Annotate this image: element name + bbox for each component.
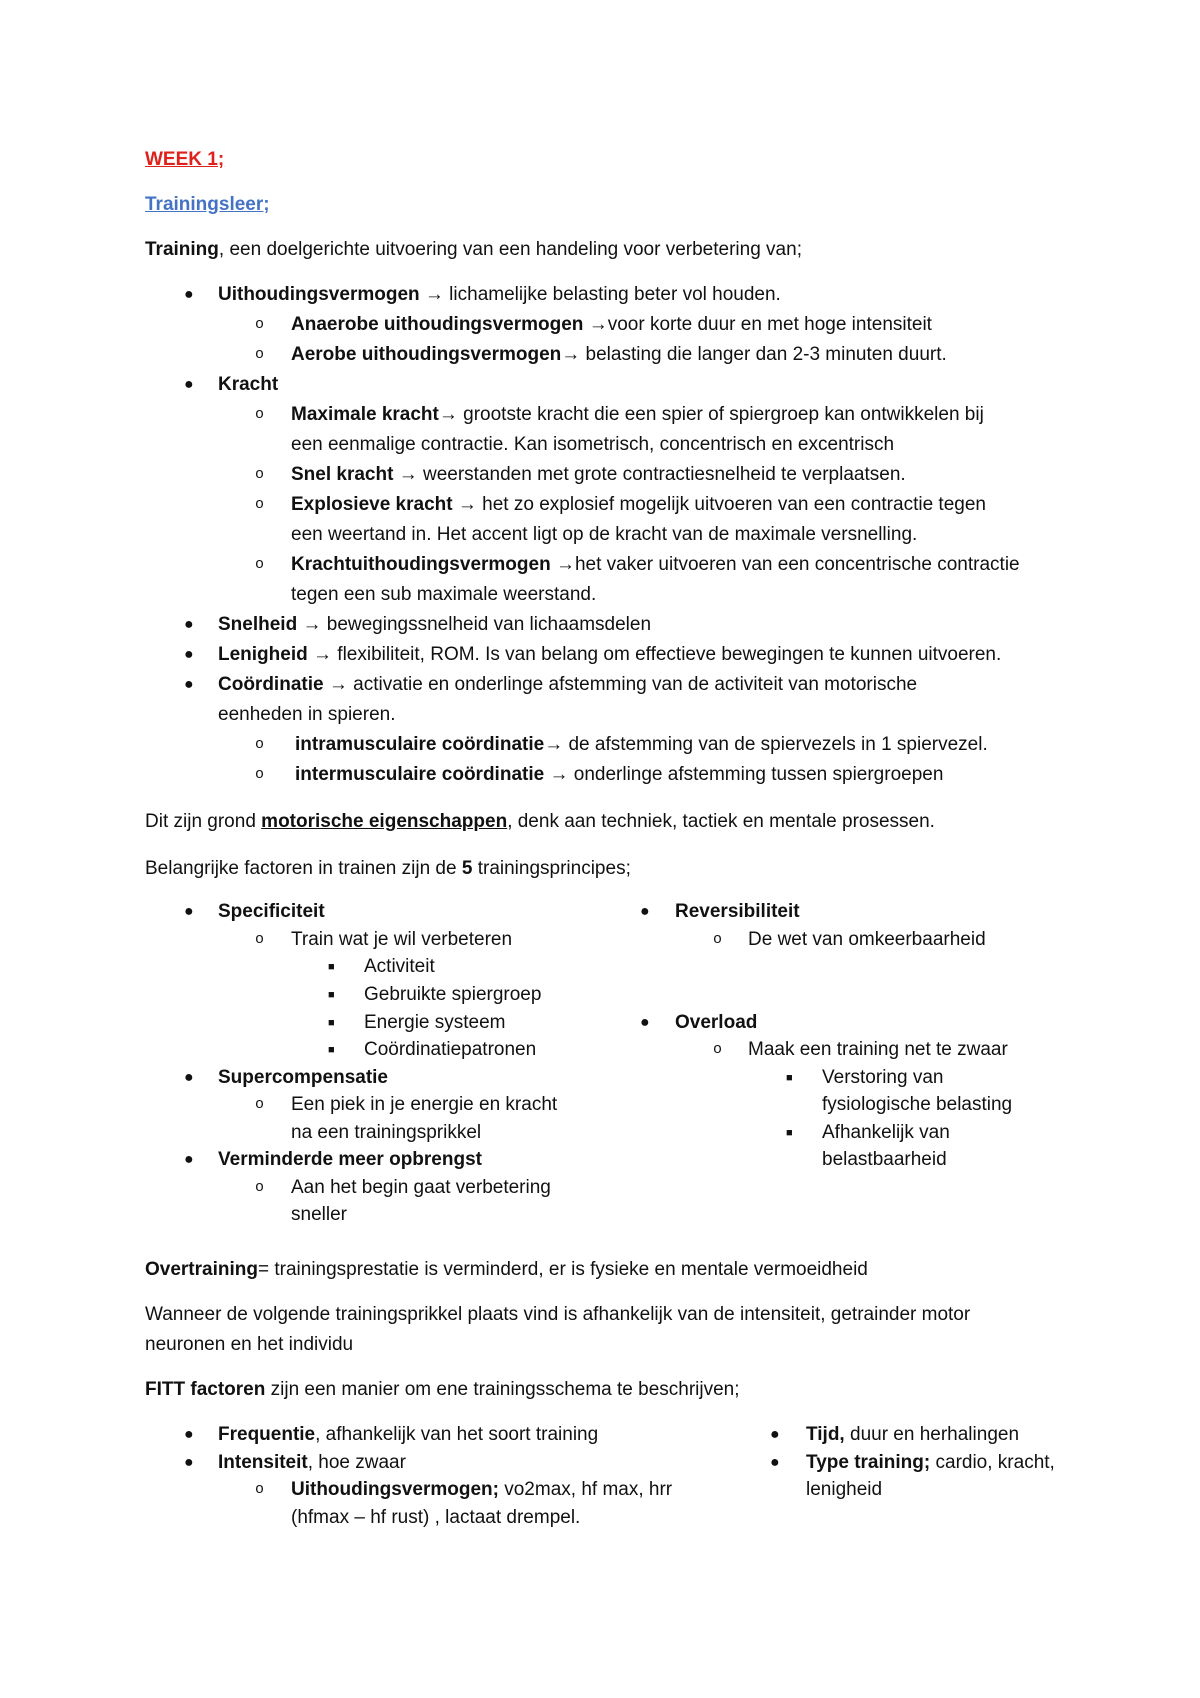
list-item-intermusculaire [295,763,943,787]
list-item-continuation: tegen een sub maximale weerstand. [291,584,597,605]
list-item-snelheid [218,613,651,637]
square-marker: ■ [786,1127,793,1139]
bullet-marker: ● [770,1454,780,1471]
item-term: Aerobe uithoudingsvermogen [291,344,562,365]
principle-verminderde: Verminderde meer opbrengst [218,1149,482,1170]
square-marker: ■ [328,989,335,1001]
bullet-marker: ● [640,903,650,920]
item-text: lichamelijke belasting beter vol houden. [443,284,781,305]
item-text: activatie en onderlinge afstemming van de activiteit van motorische [347,674,918,695]
list-item-snel-kracht [291,463,906,487]
item-term: Snel kracht [291,464,394,485]
list-item-intramusculaire [295,733,988,757]
list-item-coordinatie [218,673,917,697]
square-marker: ■ [328,1017,335,1029]
fitt-item-tijd [806,1423,1019,1447]
fitt-item-frequentie [218,1423,598,1447]
principle-supercompensatie: Supercompensatie [218,1067,388,1088]
list-item: Activiteit [364,956,435,977]
arrow-icon: → [313,644,333,665]
principle-overload: Overload [675,1012,758,1033]
item-term: Maximale kracht [291,404,439,425]
text: Belangrijke factoren in trainen zijn de [145,858,462,879]
list-item: Train wat je wil verbeteren [291,929,513,950]
list-item-continuation: sneller [291,1204,347,1225]
overtraining-paragraph [145,1258,868,1282]
square-marker: ■ [328,1044,335,1056]
intro-term: Training [145,239,219,260]
circle-marker: o [255,406,265,423]
item-term: Coördinatie [218,674,324,695]
arrow-icon: → [424,284,444,305]
item-text: voor korte duur en met hoge intensiteit [607,314,932,335]
item-text: bewegingssnelheid van lichaamsdelen [321,614,652,635]
list-item-maximale-kracht [291,403,984,427]
term: motorische eigenschappen [261,811,508,832]
item-text: de afstemming van de spiervezels in 1 spiervezel. [563,734,988,755]
circle-marker: o [713,1041,723,1058]
bullet-marker: ● [770,1426,780,1443]
grond-paragraph [145,810,935,834]
bullet-marker: ● [640,1014,650,1031]
bullet-marker: ● [184,286,194,303]
circle-marker: o [255,736,265,753]
item-text: flexibiliteit, ROM. Is van belang om effectieve bewegingen te kunnen uitvoeren. [332,644,1002,665]
arrow-icon: → [302,614,322,635]
item-term: Uithoudingsvermogen [218,284,420,305]
list-item-krachtuithoudingsvermogen [291,553,1020,577]
item-text: , afhankelijk van het soort training [315,1424,599,1445]
item-term: intramusculaire coördinatie [295,734,545,755]
item-text: weerstanden met grote contractiesnelheid te verplaatsen. [417,464,906,485]
arrow-icon: → [555,554,575,575]
item-text: onderlinge afstemming tussen spiergroepen [568,764,944,785]
circle-marker: o [255,496,265,513]
arrow-icon: → [438,404,458,425]
item-text: duur en herhalingen [844,1424,1020,1445]
subject-heading: Trainingsleer; [145,194,270,215]
list-item-continuation: na een trainingsprikkel [291,1122,482,1143]
item-text: vo2max, hf max, hrr [498,1479,673,1500]
item-term: Uithoudingsvermogen; [291,1479,499,1500]
item-term: intermusculaire coördinatie [295,764,545,785]
principle-reversibiliteit: Reversibiliteit [675,901,800,922]
text: Dit zijn grond [145,811,262,832]
bullet-marker: ● [184,1426,194,1443]
fitt-item-type [806,1451,1055,1475]
item-term: Tijd, [806,1424,845,1445]
item-text: het vaker uitvoeren van een concentrische contractie [574,554,1020,575]
list-item-anaerobe [291,313,932,337]
item-term: Anaerobe uithoudingsvermogen [291,314,584,335]
list-item-kracht: Kracht [218,374,279,395]
item-term: Explosieve kracht [291,494,453,515]
item-term: Intensiteit [218,1452,308,1473]
arrow-icon: → [398,464,418,485]
square-marker: ■ [786,1072,793,1084]
circle-marker: o [255,1096,265,1113]
term: FITT factoren [145,1379,266,1400]
term: Overtraining [145,1259,258,1280]
list-item-continuation: (hfmax – hf rust) , lactaat drempel. [291,1507,581,1528]
list-item-explosieve-kracht [291,493,986,517]
item-term: Type training; [806,1452,931,1473]
list-item-uithoudingsvermogen [218,283,781,307]
intro-text: , een doelgerichte uitvoering van een handeling voor verbetering van; [218,239,802,260]
circle-marker: o [713,931,723,948]
item-text: cardio, kracht, [930,1452,1055,1473]
wanneer-paragraph-continuation: neuronen en het individu [145,1334,354,1355]
bullet-marker: ● [184,1454,194,1471]
arrow-icon: → [549,764,569,785]
list-item: Een piek in je energie en kracht [291,1094,558,1115]
circle-marker: o [255,1481,265,1498]
item-term: Lenigheid [218,644,308,665]
list-item-continuation: een weertand in. Het accent ligt op de kracht van de maximale versnelling. [291,524,918,545]
text: zijn een manier om ene trainingsschema te beschrijven; [265,1379,740,1400]
item-text: belasting die langer dan 2-3 minuten duurt. [580,344,947,365]
list-item-continuation: eenheden in spieren. [218,704,396,725]
list-item: Coördinatiepatronen [364,1039,537,1060]
circle-marker: o [255,1179,265,1196]
list-item-continuation: fysiologische belasting [822,1094,1013,1115]
list-item-continuation: lenigheid [806,1479,883,1500]
principle-specificiteit: Specificiteit [218,901,325,922]
wanneer-paragraph: Wanneer de volgende trainingsprikkel plaats vind is afhankelijk van de intensiteit, getrainder motor [145,1304,971,1325]
bullet-marker: ● [184,376,194,393]
list-item: Aan het begin gaat verbetering [291,1177,551,1198]
item-term: Snelheid [218,614,298,635]
item-text: het zo explosief mogelijk uitvoeren van een contractie tegen [476,494,986,515]
circle-marker: o [255,316,265,333]
item-text: grootste kracht die een spier of spiergroep kan ontwikkelen bij [457,404,984,425]
fitt-item-uithoudingsvermogen [291,1478,672,1502]
text: = trainingsprestatie is verminderd, er is fysieke en mentale vermoeidheid [257,1259,868,1280]
arrow-icon: → [561,344,581,365]
bullet-marker: ● [184,676,194,693]
bullet-marker: ● [184,903,194,920]
arrow-icon: → [457,494,477,515]
list-item: De wet van omkeerbaarheid [748,929,986,950]
fitt-paragraph [145,1378,740,1402]
factoren-paragraph [145,857,631,881]
circle-marker: o [255,466,265,483]
item-term: Krachtuithoudingsvermogen [291,554,551,575]
list-item: Verstoring van [822,1067,944,1088]
bullet-marker: ● [184,1151,194,1168]
week-heading: WEEK 1; [145,149,225,170]
item-term: Frequentie [218,1424,316,1445]
item-text: , hoe zwaar [307,1452,406,1473]
list-item-aerobe [291,343,947,367]
arrow-icon: → [544,734,564,755]
term: 5 [461,858,473,879]
arrow-icon: → [588,314,608,335]
training-intro [145,238,802,262]
circle-marker: o [255,766,265,783]
bullet-marker: ● [184,616,194,633]
list-item: Gebruikte spiergroep [364,984,542,1005]
bullet-marker: ● [184,646,194,663]
fitt-item-intensiteit [218,1451,406,1475]
circle-marker: o [255,931,265,948]
list-item-lenigheid [218,643,1001,667]
bullet-marker: ● [184,1069,194,1086]
text: , denk aan techniek, tactiek en mentale prosessen. [507,811,935,832]
list-item: Energie systeem [364,1012,506,1033]
list-item: Afhankelijk van [822,1122,950,1143]
circle-marker: o [255,556,265,573]
list-item-continuation: belastbaarheid [822,1149,947,1170]
list-item-continuation: een eenmalige contractie. Kan isometrisch, concentrisch en excentrisch [291,434,895,455]
arrow-icon: → [328,674,348,695]
square-marker: ■ [328,961,335,973]
text: trainingsprincipes; [472,858,631,879]
list-item: Maak een training net te zwaar [748,1039,1008,1060]
circle-marker: o [255,346,265,363]
